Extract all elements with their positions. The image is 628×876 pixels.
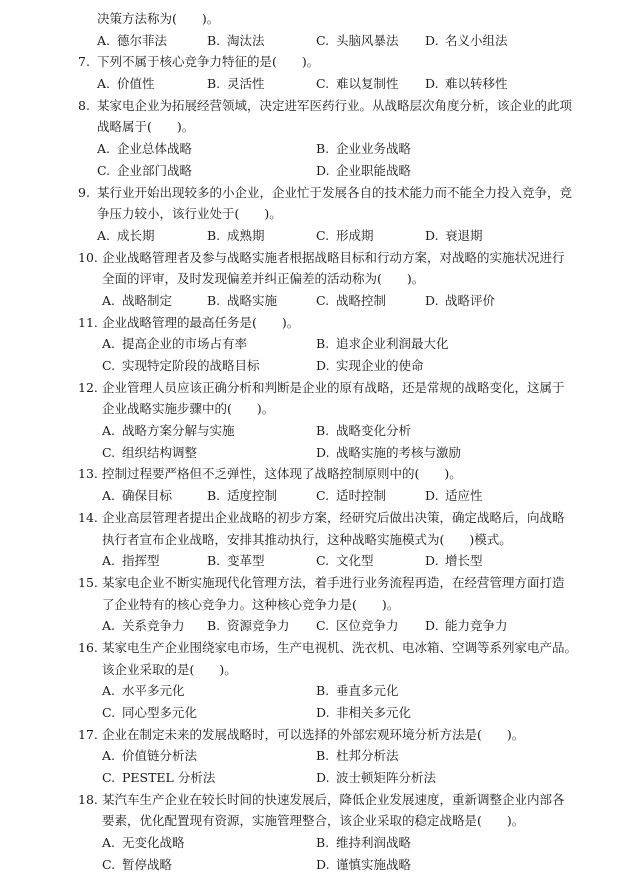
option-d[interactable] [316,854,411,876]
question-number: 7. [78,54,90,70]
option-label: C. [102,856,116,872]
option-a[interactable] [97,138,192,160]
options-row [0,680,628,702]
option-c[interactable] [316,615,399,637]
option-text: 难以复制性 [336,76,399,92]
options-row [0,550,628,572]
question-line [0,51,628,73]
option-text: 战略制定 [122,292,173,308]
option-a[interactable] [102,290,172,312]
option-label: A. [102,292,116,308]
options-row [0,615,628,637]
option-a[interactable] [102,550,160,572]
option-text: 暂停战略 [122,856,173,872]
question-number: 13. [78,466,98,482]
option-text: PESTEL 分析法 [122,770,216,786]
question-number: 10. [78,249,98,265]
option-d[interactable] [316,355,424,377]
option-text: 头脑风暴法 [336,32,399,48]
option-text: 成熟期 [227,227,265,243]
question-text: 某汽车生产企业在较长时间的快速发展后，降低企业发展速度，重新调整企业内部各 [102,791,565,807]
option-label: D. [425,227,439,243]
question-line [0,182,628,204]
option-b[interactable] [207,550,265,572]
option-b[interactable] [207,73,265,95]
options-row [0,854,628,876]
option-label: A. [97,32,111,48]
question-number: 16. [78,639,98,655]
question-text: 全面的评审，及时发现偏差并纠正偏差的活动称为( )。 [102,271,425,287]
options-row [0,702,628,724]
question-line [0,95,628,117]
question-text: 企业战略管理者及参与战略实施者根据战略目标和行动方案，对战略的实施状况进行 [102,249,565,265]
option-label: D. [425,292,439,308]
option-label: A. [97,227,111,243]
option-label: C. [316,32,330,48]
options-row [0,73,628,95]
option-text: 谨慎实施战略 [336,856,412,872]
question-text: 某家电企业为拓展经营领域，决定进军医药行业。从战略层次角度分析，该企业的此项 [97,97,573,113]
option-a[interactable] [97,225,155,247]
option-label: D. [316,358,330,373]
question-line [0,529,628,551]
option-label: C. [316,292,330,308]
option-text: 维持利润战略 [336,835,412,851]
question-text: 企业高层管理者提出企业战略的初步方案，经研究后做出决策，确定战略后，向战略 [102,509,565,525]
option-label: A. [102,336,116,352]
options-row [0,745,628,767]
option-b[interactable] [316,138,411,160]
options-row [0,767,628,789]
question-line [0,398,628,420]
options-row [0,290,628,312]
question-line [0,659,628,681]
option-label: B. [207,292,221,308]
question-line [0,463,628,485]
question-text: 企业战略管理的最高任务是( )。 [102,314,300,330]
question-text: 执行者宣布企业战略，安排其推动执行，这种战略实施模式为( )模式。 [102,531,512,547]
option-text: 战略实施 [227,292,278,308]
option-label: C. [102,444,116,460]
option-label: B. [207,488,221,504]
option-label: B. [316,683,330,699]
option-text: 价值性 [117,76,155,92]
option-d[interactable] [425,615,508,637]
option-text: 文化型 [336,553,374,569]
option-label: D. [425,32,439,48]
option-text: 资源竞争力 [227,618,290,634]
option-text: 水平多元化 [122,683,185,699]
option-b[interactable] [207,30,265,52]
question-line [0,268,628,290]
question-text: 下列不属于核心竞争力特征的是( )。 [97,54,320,70]
question-text: 控制过程要严格但不乏弹性，这体现了战略控制原则中的( )。 [102,466,462,482]
option-text: 提高企业的市场占有率 [122,336,248,352]
question-number: 14. [78,509,98,525]
option-d[interactable] [425,225,483,247]
option-label: C. [102,705,116,720]
question-line [0,637,628,659]
option-b[interactable] [207,225,265,247]
question-text: 某家电生产企业围绕家电市场，生产电视机、洗衣机、电冰箱、空调等系列家电产品。 [102,639,578,655]
question-number: 8. [78,97,90,113]
option-label: D. [316,705,330,720]
option-text: 杜邦分析法 [336,748,399,764]
option-text: 增长型 [445,553,483,569]
option-label: C. [316,76,330,92]
option-a[interactable] [102,615,185,637]
option-text: 无变化战略 [122,835,185,851]
question-text: 某行业开始出现较多的小企业，企业忙于发展各自的技术能力而不能全力投入竞争，竞 [97,184,573,200]
option-b[interactable] [316,832,411,854]
option-b[interactable] [207,485,277,507]
option-c[interactable] [102,854,172,876]
question-continuation [0,8,628,30]
question-text: 企业战略实施步骤中的( )。 [102,401,275,417]
question-number: 12. [78,379,98,395]
option-text: 德尔菲法 [117,32,168,48]
option-text: 企业部门战略 [117,162,193,178]
exam-page [0,8,628,876]
question-number: 15. [78,574,98,590]
option-d[interactable] [425,550,483,572]
option-c[interactable] [316,225,374,247]
question-text: 该企业采取的是( )。 [102,661,237,677]
question-line [0,572,628,594]
option-d[interactable] [425,30,508,52]
option-text: 名义小组法 [445,32,508,48]
option-label: B. [207,76,221,92]
option-c[interactable] [97,160,192,182]
option-text: 形成期 [336,227,374,243]
option-label: A. [102,423,116,439]
options-row [0,225,628,247]
options-row [0,832,628,854]
option-d[interactable] [316,702,411,724]
option-a[interactable] [102,485,172,507]
option-text: 变革型 [227,553,265,569]
options-row [0,485,628,507]
option-label: A. [102,683,116,699]
option-c[interactable] [102,355,260,377]
question-text: 企业管理人员应该正确分析和判断是企业的原有战略，还是常规的战略变化，这属于 [102,379,565,395]
option-c[interactable] [102,767,215,789]
option-c[interactable] [316,550,374,572]
option-d[interactable] [425,485,483,507]
option-label: D. [425,488,439,504]
option-c[interactable] [316,485,386,507]
option-text: 垂直多元化 [336,683,399,699]
option-text: 战略变化分析 [336,423,412,439]
option-label: C. [97,162,111,178]
options-row [0,30,628,52]
option-text: 企业总体战略 [117,141,193,157]
option-a[interactable] [102,745,197,767]
option-c[interactable] [316,290,386,312]
option-label: B. [207,32,221,48]
option-label: D. [316,856,330,872]
option-text: 实现特定阶段的战略目标 [122,358,260,373]
question-text: 企业在制定未来的发展战略时，可以选择的外部宏观环境分析方法是( )。 [102,726,525,742]
option-text: 确保目标 [122,488,173,504]
option-text: 战略控制 [336,292,387,308]
option-c[interactable] [102,702,197,724]
option-d[interactable] [316,767,436,789]
option-b[interactable] [316,420,411,442]
question-text: 了企业特有的核心竞争力。这种核心竞争力是( )。 [102,596,400,612]
question-number: 17. [78,726,98,742]
option-b[interactable] [316,680,399,702]
option-a[interactable] [102,832,185,854]
option-text: 战略评价 [445,292,496,308]
option-label: A. [102,748,116,764]
question-line [0,203,628,225]
option-label: B. [316,336,330,352]
option-label: B. [207,553,221,569]
option-label: D. [316,162,330,178]
option-text: 价值链分析法 [122,748,198,764]
question-text: 战略属于( )。 [97,119,195,135]
option-text: 适度控制 [227,488,278,504]
question-number: 9. [78,184,90,200]
option-text: 适时控制 [336,488,387,504]
option-label: D. [425,76,439,92]
option-label: B. [207,227,221,243]
question-line [0,507,628,529]
option-d[interactable] [316,442,461,464]
option-a[interactable] [102,333,247,355]
option-label: A. [102,618,116,634]
option-c[interactable] [102,442,197,464]
option-label: D. [316,770,330,786]
option-text: 追求企业利润最大化 [336,336,449,352]
option-label: A. [97,76,111,92]
option-label: D. [425,553,439,569]
option-text: 企业职能战略 [336,162,412,178]
option-text: 波士顿矩阵分析法 [336,770,437,786]
option-a[interactable] [97,30,167,52]
options-row [0,442,628,464]
option-label: D. [425,618,439,634]
option-label: C. [316,553,330,569]
question-line [0,312,628,334]
option-label: A. [97,141,111,157]
options-row [0,138,628,160]
option-text: 关系竞争力 [122,618,185,634]
option-label: B. [316,748,330,764]
question-number: 11. [78,314,98,330]
option-text: 指挥型 [122,553,160,569]
option-label: A. [102,835,116,851]
option-label: B. [316,423,330,439]
option-a[interactable] [97,73,155,95]
options-row [0,333,628,355]
option-d[interactable] [425,290,495,312]
option-label: C. [316,488,330,504]
question-text: 决策方法称为( )。 [97,11,220,26]
option-label: C. [316,618,330,634]
option-text: 战略实施的考核与激励 [336,444,462,460]
question-line [0,724,628,746]
option-a[interactable] [102,420,235,442]
option-label: B. [316,835,330,851]
option-text: 企业业务战略 [336,141,412,157]
option-d[interactable] [425,73,508,95]
option-label: A. [102,488,116,504]
option-label: C. [102,770,116,786]
option-text: 组织结构调整 [122,444,198,460]
option-label: C. [316,227,330,243]
question-line [0,789,628,811]
option-b[interactable] [316,333,449,355]
option-label: C. [102,358,116,373]
option-b[interactable] [316,745,399,767]
question-line [0,594,628,616]
option-label: B. [207,618,221,634]
options-row [0,420,628,442]
option-text: 能力竞争力 [445,618,508,634]
option-text: 实现企业的使命 [336,358,424,373]
option-text: 灵活性 [227,76,265,92]
question-line [0,116,628,138]
question-line [0,247,628,269]
question-line [0,377,628,399]
option-text: 区位竞争力 [336,618,399,634]
option-label: B. [316,141,330,157]
options-row [0,355,628,377]
option-text: 成长期 [117,227,155,243]
option-label: D. [316,444,330,460]
option-text: 衰退期 [445,227,483,243]
option-b[interactable] [207,290,277,312]
options-row [0,160,628,182]
option-text: 难以转移性 [445,76,508,92]
question-line [0,810,628,832]
option-label: A. [102,553,116,569]
option-c[interactable] [316,73,399,95]
option-a[interactable] [102,680,185,702]
question-text: 某家电企业不断实施现代化管理方法，着手进行业务流程再造，在经营管理方面打造 [102,574,565,590]
option-text: 淘汰法 [227,32,265,48]
option-b[interactable] [207,615,290,637]
question-number: 18. [78,791,98,807]
option-d[interactable] [316,160,411,182]
option-text: 战略方案分解与实施 [122,423,235,439]
question-text: 要素，优化配置现有资源，实施管理整合，该企业采取的稳定战略是( )。 [102,813,525,829]
option-text: 非相关多元化 [336,705,412,720]
option-text: 同心型多元化 [122,705,198,720]
question-text: 争压力较小，该行业处于( )。 [97,206,282,222]
option-text: 适应性 [445,488,483,504]
option-c[interactable] [316,30,399,52]
